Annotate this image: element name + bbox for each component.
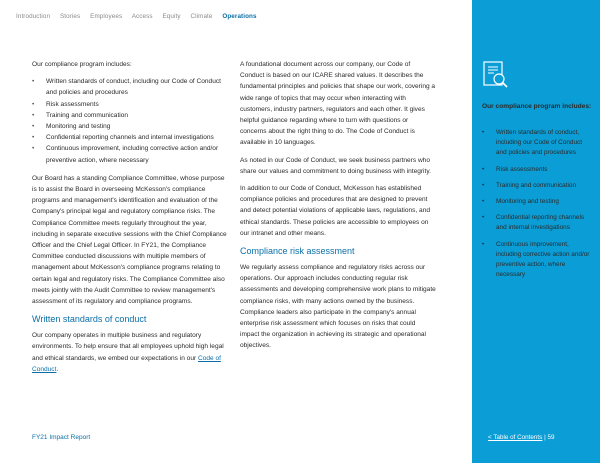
document-magnifier-icon <box>481 60 511 90</box>
page-number: 59 <box>547 434 555 441</box>
list-item: • Continuous improvement, including corrective action and/or preventive action, where necessary <box>482 240 594 281</box>
nav-equity[interactable]: Equity <box>162 13 181 20</box>
risk-assessment-heading: Compliance risk assessment <box>240 246 355 257</box>
footer-nav <box>488 434 554 441</box>
right-column <box>240 59 436 358</box>
policies-paragraph: In addition to our Code of Conduct, McKesson has established compliance policies and procedures that are designed to prevent and detect potential violations of applicable laws, regulations, and ethical standards. These policies are accessible to employees on our intranet and other means. <box>240 185 430 237</box>
sidebar-title: Our compliance program includes: <box>482 103 592 110</box>
list-item: • Confidential reporting channels and internal investigations <box>32 132 228 143</box>
list-item: • Risk assessments <box>482 165 594 175</box>
code-paragraph: A foundational document across our company, our Code of Conduct is based on our ICARE shared values. It describes the fundamental principles and policies that shape our work, covering a wide range of topics that may occur when interacting with customers, industry partners, regulators and each other. It gives helpful guidance regarding where to turn with questions or concerns about the right thing to do. The Code of Conduct is available in 10 languages. <box>240 61 436 147</box>
top-nav <box>16 13 265 20</box>
list-item: • Continuous improvement, including corrective action and/or preventive action, where necessary <box>32 143 228 165</box>
risk-paragraph: We regularly assess compliance and regulatory risks across our operations. Our approach includes conducting regular risk assessments and developing comprehensive work plans to mitigate compliance risks, with many actions owned by the business. Compliance leaders also participate in the company's annual enterprise risk assessment which focuses on risks that could impact the organization in achieving its strategic and operational objectives. <box>240 264 436 350</box>
nav-employees[interactable]: Employees <box>90 13 123 20</box>
list-item: • Training and communication <box>32 110 228 121</box>
written-standards-heading: Written standards of conduct <box>32 314 147 325</box>
nav-climate[interactable]: Climate <box>190 13 213 20</box>
board-paragraph: Our Board has a standing Compliance Committee, whose purpose is to assist the Board in overseeing McKesson's compliance programs and management's identification and evaluation of the Company's principal legal and regulatory compliance risks. The Compliance Committee meets regularly throughout the year, including in separate executive sessions with the Chief Compliance Officer and the Chief Legal Officer. In FY21, the Compliance Committee conducted discussions with multiple members of management about McKesson's compliance programs relating to certain legal and regulatory risks. The Compliance Committee also meets jointly with the Audit Committee to review management's assessment of its regulatory and compliance programs. <box>32 174 227 306</box>
report-title: FY21 Impact Report <box>32 434 91 441</box>
list-item: • Monitoring and testing <box>482 197 594 207</box>
nav-access[interactable]: Access <box>131 13 153 20</box>
partners-paragraph: As noted in our Code of Conduct, we seek business partners who share our values and commitment to doing business with integrity. <box>240 156 431 175</box>
nav-introduction[interactable]: Introduction <box>16 13 51 20</box>
list-item: • Risk assessments <box>32 99 228 110</box>
compliance-intro: Our compliance program includes: <box>32 61 132 68</box>
list-item: • Training and communication <box>482 181 594 191</box>
footer-separator: | <box>544 434 546 441</box>
nav-operations[interactable]: Operations <box>222 13 257 20</box>
table-of-contents-link[interactable]: < Table of Contents <box>488 434 543 441</box>
left-column <box>32 59 228 381</box>
list-item: • Written standards of conduct, including our Code of Conduct and policies and procedures <box>482 128 594 159</box>
compliance-list <box>32 76 228 166</box>
list-item: • Written standards of conduct, including our Code of Conduct and policies and procedures <box>32 76 228 98</box>
period: . <box>56 365 59 373</box>
operations-text: Our company operates in multiple business and regulatory environments. To help ensure that all employees uphold high legal and ethical standards, we embed our expectations in our <box>32 332 224 362</box>
nav-stories[interactable]: Stories <box>59 13 81 20</box>
code-of-conduct-link[interactable]: Code of Conduct <box>32 354 221 373</box>
sidebar-list <box>482 128 594 286</box>
list-item: • Confidential reporting channels and internal investigations <box>482 213 594 233</box>
operations-paragraph <box>32 330 228 375</box>
list-item: • Monitoring and testing <box>32 121 228 132</box>
